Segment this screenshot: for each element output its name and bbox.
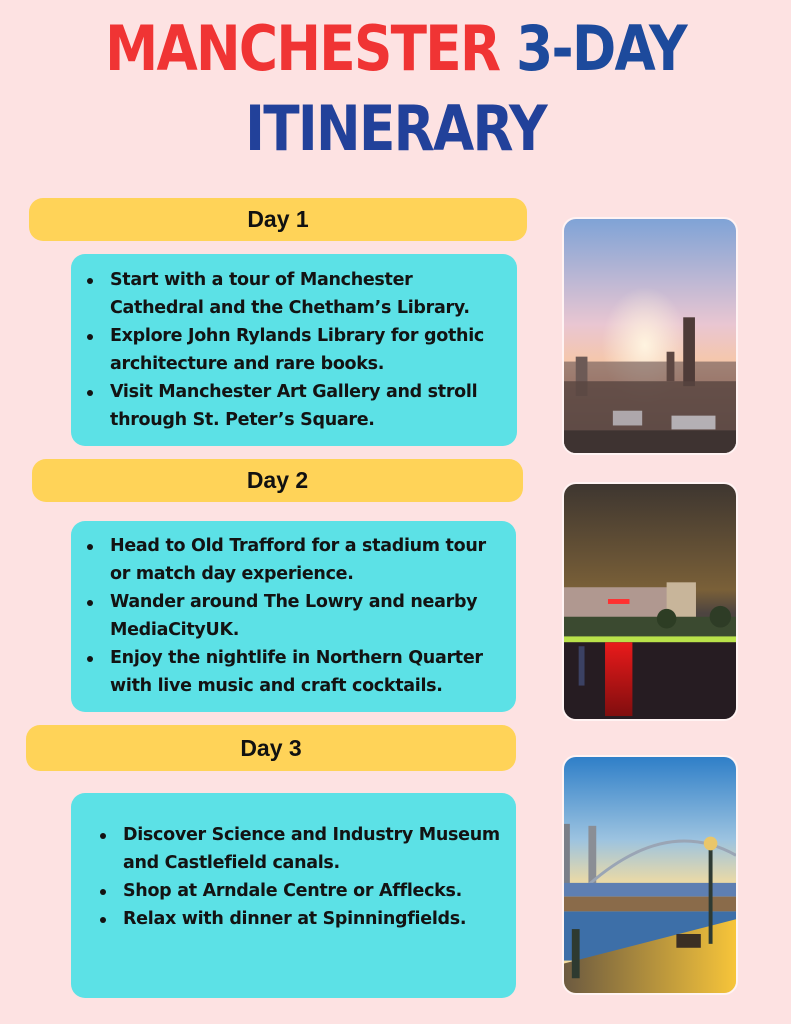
- day-1-list: [79, 266, 507, 434]
- list-item: Head to Old Trafford for a stadium tour or match day experience.: [79, 532, 506, 588]
- list-item: Enjoy the nightlife in Northern Quarter with live music and craft cocktails.: [79, 644, 506, 700]
- day-2-list: [79, 532, 506, 700]
- list-item: Relax with dinner at Spinningfields.: [92, 905, 506, 933]
- day-1-activities: [71, 254, 517, 446]
- title-3-day: 3-DAY: [516, 12, 686, 85]
- list-item: Explore John Rylands Library for gothic architecture and rare books.: [79, 322, 507, 378]
- list-item: Discover Science and Industry Museum and Castlefield canals.: [92, 821, 506, 877]
- day-1-photo-city-skyline: [562, 217, 738, 455]
- day-3-list: [92, 821, 506, 933]
- day-2-header: Day 2: [32, 459, 523, 502]
- list-item: Visit Manchester Art Gallery and stroll through St. Peter’s Square.: [79, 378, 507, 434]
- day-2-activities: [71, 521, 516, 712]
- day-1-header: Day 1: [29, 198, 527, 241]
- title-line-1: [55, 12, 735, 85]
- day-3-activities: [71, 793, 516, 998]
- list-item: Start with a tour of Manchester Cathedral and the Chetham’s Library.: [79, 266, 507, 322]
- list-item: Shop at Arndale Centre or Afflecks.: [92, 877, 506, 905]
- day-3-photo-bridge-canal: [562, 755, 738, 995]
- day-2-photo-stadium-night: [562, 482, 738, 721]
- title-manchester: MANCHESTER: [105, 12, 500, 85]
- title-itinerary: ITINERARY: [245, 92, 546, 165]
- day-3-header: Day 3: [26, 725, 516, 771]
- list-item: Wander around The Lowry and nearby MediaCityUK.: [79, 588, 506, 644]
